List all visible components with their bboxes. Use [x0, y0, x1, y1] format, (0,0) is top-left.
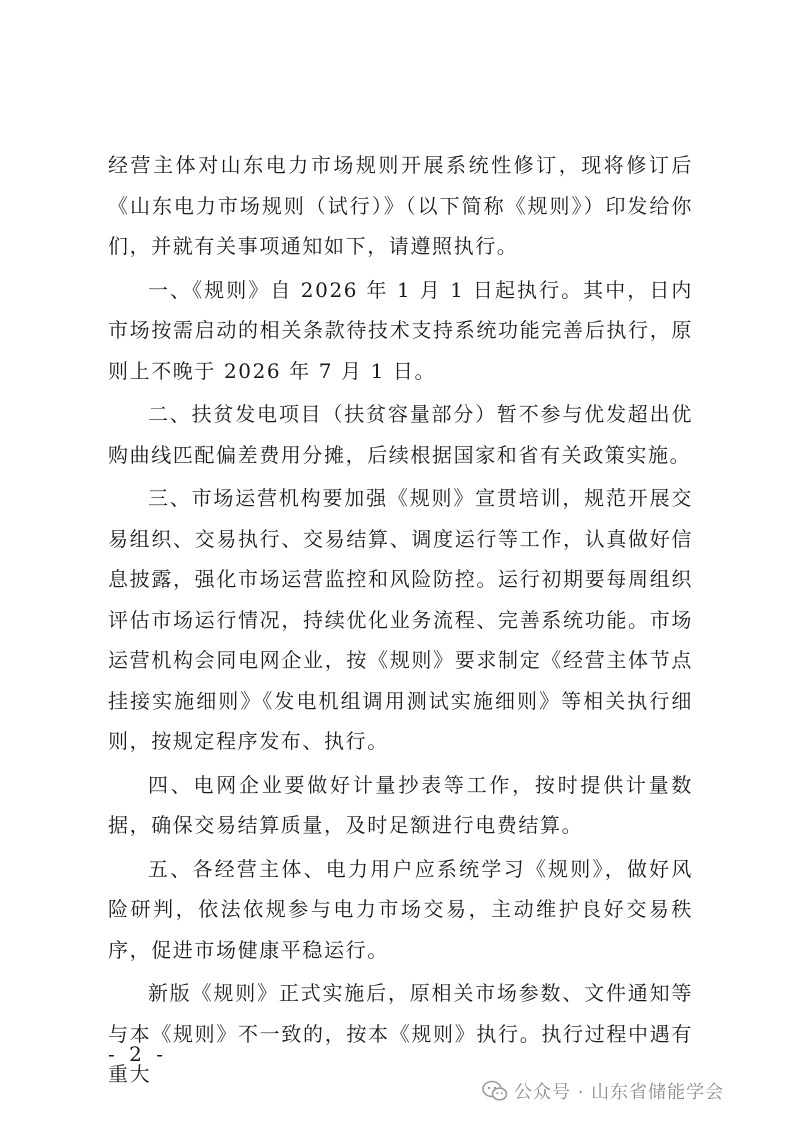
paragraph-intro-continued: 经营主体对山东电力市场规则开展系统性修订，现将修订后《山东电力市场规则（试行）》（以下简称《规则》）印发给你们，并就有关事项通知如下，请遵照执行。: [108, 153, 693, 258]
paragraph-closing: 新版《规则》正式实施后，原相关市场参数、文件通知等与本《规则》不一致的，按本《规则》执行。执行过程中遇有重大: [108, 981, 693, 1086]
paragraph-item-3: 三、市场运营机构要加强《规则》宣贯培训，规范开展交易组织、交易执行、交易结算、调度运行等工作，认真做好信息披露，强化市场运营监控和风险防控。运行初期要每周组织评估市场运行情况，持续优化业务流程、完善系统功能。市场运营机构会同电网企业，按《规则》要求制定《经营主体节点挂接实施细则》《发电机组调用测试实施细则》等相关执行细则，按规定程序发布、执行。: [108, 486, 693, 753]
page-number: - 2 -: [108, 1042, 167, 1066]
wechat-icon: [482, 1080, 508, 1102]
paragraph-item-5: 五、各经营主体、电力用户应系统学习《规则》，做好风险研判，依法依规参与电力市场交易，主动维护良好交易秩序，促进市场健康平稳运行。: [108, 856, 693, 962]
paragraph-item-2: 二、扶贫发电项目（扶贫容量部分）暂不参与优发超出优购曲线匹配偏差费用分摊，后续根据国家和省有关政策实施。: [108, 402, 693, 467]
watermark: [482, 1076, 724, 1106]
paragraph-item-4: 四、电网企业要做好计量抄表等工作，按时提供计量数据，确保交易结算质量，及时足额进行电费结算。: [108, 772, 693, 837]
watermark-text: 公众号 · 山东省储能学会: [514, 1082, 725, 1103]
document-body: [108, 145, 693, 1098]
paragraph-item-1: 一、《规则》自 2026 年 1 月 1 日起执行。其中，日内市场按需启动的相关条款待技术支持系统功能完善后执行，原则上不晚于 2026 年 7 月 1 日。: [108, 277, 693, 383]
